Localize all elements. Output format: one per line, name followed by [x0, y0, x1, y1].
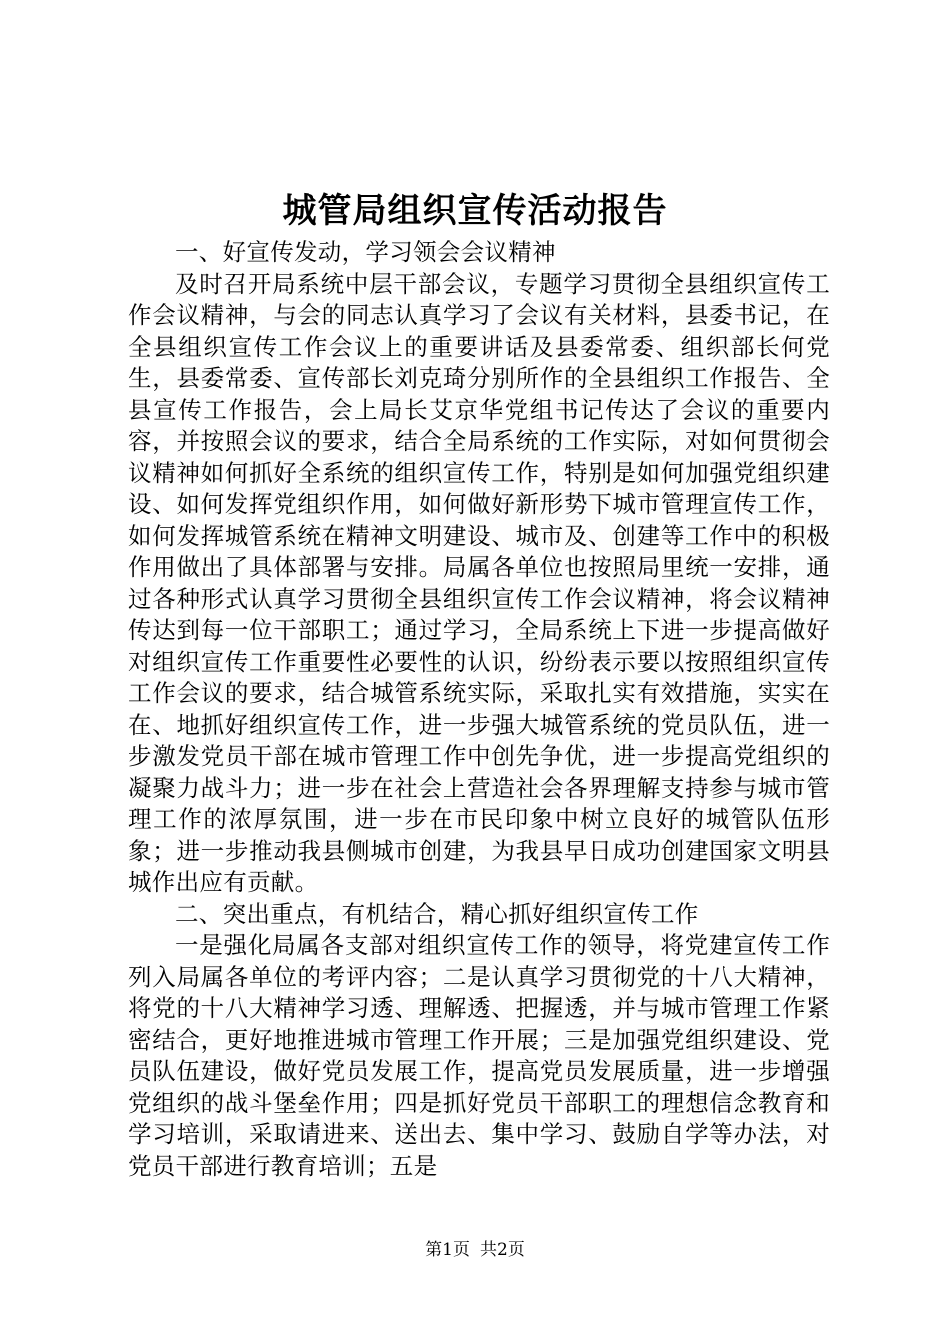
document-title: 城管局组织宣传活动报告	[282, 191, 668, 231]
section-paragraph-2: 一是强化局属各支部对组织宣传工作的领导，将党建宣传工作列入局属各单位的考评内容；二是认真学习贯彻党的十八大精神，将党的十八大精神学习透、理解透、把握透，并与城市管理工作紧密结合，更好地推进城市管理工作开展；三是加强党组织建设、党员队伍建设，做好党员发展工作，提高党员发展质量，进一步增强党组织的战斗堡垒作用；四是抓好党员干部职工的理想信念教育和学习培训，采取请进来、送出去、集中学习、鼓励自学等办法，对党员干部进行教育培训；五是	[128, 931, 830, 1180]
page-number-current: 第1页	[425, 1240, 470, 1260]
page-footer	[0, 1238, 950, 1262]
document-body	[128, 237, 830, 1182]
section-paragraph-1: 及时召开局系统中层干部会议，专题学习贯彻全县组织宣传工作会议精神，与会的同志认真学习了会议有关材料，县委书记，在全县组织宣传工作会议上的重要讲话及县委常委、组织部长何党生，县委常委、宣传部长刘克琦分别所作的全县组织工作报告、全县宣传工作报告，会上局长艾京华党组书记传达了会议的重要内容，并按照会议的要求，结合全局系统的工作实际，对如何贯彻会议精神如何抓好全系统的组织宣传工作，特别是如何加强党组织建设、如何发挥党组织作用，如何做好新形势下城市管理宣传工作，如何发挥城管系统在精神文明建设、城市及、创建等工作中的积极作用做出了具体部署与安排。局属各单位也按照局里统一安排，通过各种形式认真学习贯彻全县组织宣传工作会议精神，将会议精神传达到每一位干部职工；通过学习，全局系统上下进一步提高做好对组织宣传工作重要性必要性的认识，纷纷表示要以按照组织宣传工作会议的要求，结合城管系统实际，采取扎实有效措施，实实在在、地抓好组织宣传工作，进一步强大城管系统的党员队伍，进一步激发党员干部在城市管理工作中创先争优，进一步提高党组织的凝聚力战斗力；进一步在社会上营造社会各界理解支持参与城市管理工作的浓厚氛围，进一步在市民印象中树立良好的城管队伍形象；进一步推动我县侧城市创建，为我县早日成功创建国家文明县城作出应有贡献。	[128, 269, 830, 896]
section-heading-1: 一、好宣传发动，学习领会会议精神	[175, 238, 556, 266]
page-number-total: 共2页	[480, 1240, 525, 1260]
section-heading-2: 二、突出重点，有机结合，精心抓好组织宣传工作	[175, 899, 699, 928]
